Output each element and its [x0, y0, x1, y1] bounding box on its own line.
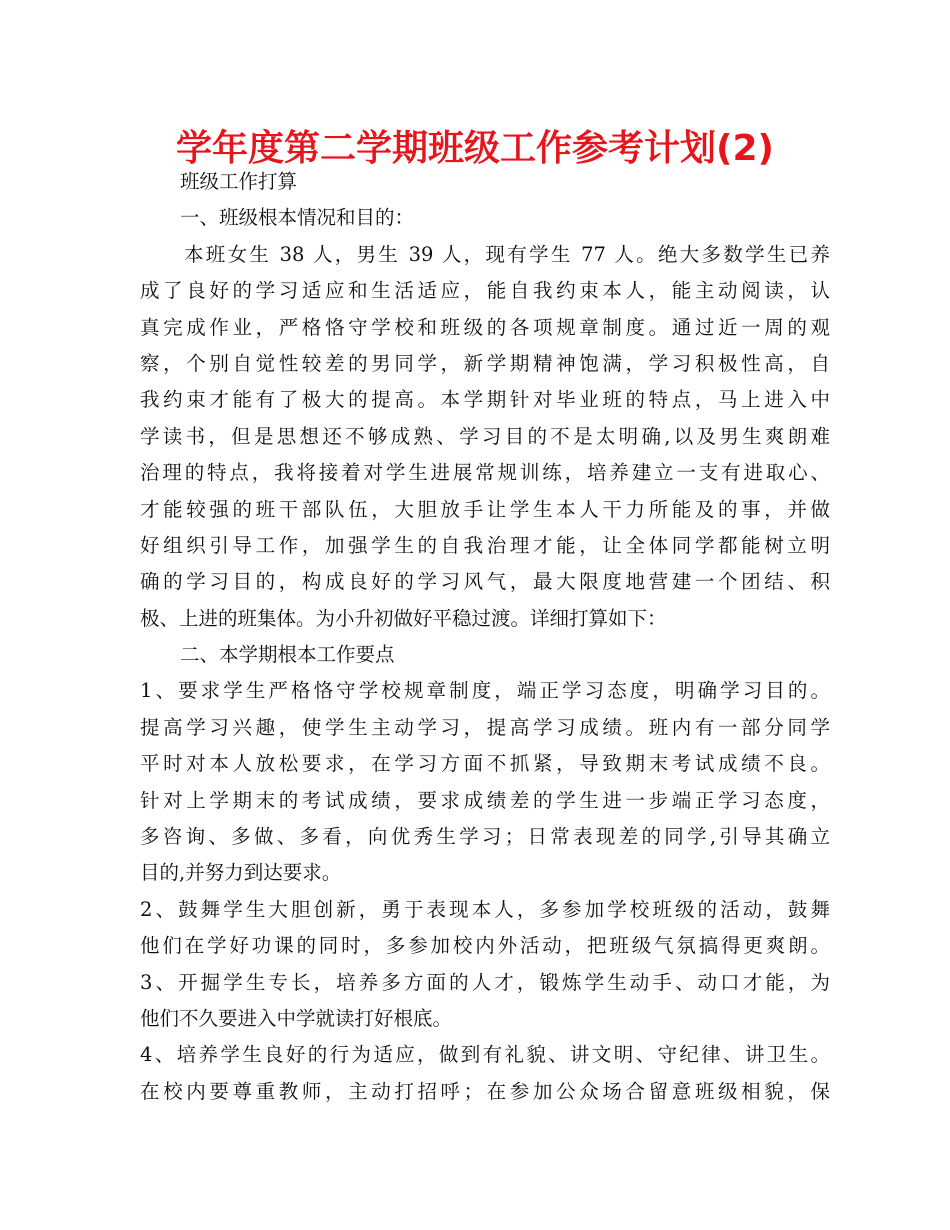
text-line: 极、上进的班集体。为小升初做好平稳过渡。详细打算如下：	[140, 606, 667, 630]
text-line: 真完成作业，严格恪守学校和班级的各项规章制度。通过近一周的观	[140, 315, 830, 339]
text-line: 2、鼓舞学生大胆创新，勇于表现本人，多参加学校班级的活动，鼓舞	[140, 897, 830, 921]
text-line: 学读书，但是思想还不够成熟、学习目的不是太明确,以及男生爽朗难	[140, 424, 830, 448]
text-line: 一、班级根本情况和目的：	[180, 206, 415, 230]
text-line: 3、开掘学生专长，培养多方面的人才，锻炼学生动手、动口才能，为	[140, 970, 830, 994]
text-line: 本班女生 38 人，男生 39 人，现有学生 77 人。绝大多数学生已养	[184, 242, 830, 266]
text-line: 好组织引导工作，加强学生的自我治理才能，让全体同学都能树立明	[140, 533, 830, 557]
text-line: 平时对本人放松要求，在学习方面不抓紧，导致期末考试成绩不良。	[140, 752, 830, 776]
text-line: 他们不久要进入中学就读打好根底。	[140, 1006, 453, 1030]
text-line: 4、培养学生良好的行为适应，做到有礼貌、讲文明、守纪律、讲卫生。	[140, 1043, 830, 1067]
text-line: 针对上学期末的考试成绩，要求成绩差的学生进一步端正学习态度，	[140, 788, 830, 812]
document-body	[140, 164, 830, 1110]
text-line: 在校内要尊重教师，主动打招呼；在参加公众场合留意班级相貌，保	[140, 1079, 830, 1103]
text-line: 多咨询、多做、多看，向优秀生学习；日常表现差的同学,引导其确立	[140, 825, 830, 849]
text-line: 目的,并努力到达要求。	[140, 861, 342, 885]
text-line: 二、本学期根本工作要点	[180, 643, 395, 667]
text-line: 察，个别自觉性较差的男同学，新学期精神饱满，学习积极性高，自	[140, 351, 830, 375]
text-line: 才能较强的班干部队伍，大胆放手让学生本人干力所能及的事，并做	[140, 497, 830, 521]
text-line: 1、要求学生严格恪守学校规章制度，端正学习态度，明确学习目的。	[140, 679, 830, 703]
document-title: 学年度第二学期班级工作参考计划(2)	[176, 128, 774, 169]
text-line: 确的学习目的，构成良好的学习风气，最大限度地营建一个团结、积	[140, 570, 830, 594]
text-line: 班级工作打算	[180, 170, 298, 193]
text-line: 我约束才能有了极大的提高。本学期针对毕业班的特点，马上进入中	[140, 388, 830, 412]
text-line: 他们在学好功课的同时，多参加校内外活动，把班级气氛搞得更爽朗。	[140, 934, 830, 958]
text-line: 治理的特点，我将接着对学生进展常规训练，培养建立一支有进取心、	[140, 461, 830, 485]
text-line: 提高学习兴趣，使学生主动学习，提高学习成绩。班内有一部分同学	[140, 715, 830, 739]
text-line: 成了良好的学习适应和生活适应，能自我约束本人，能主动阅读，认	[140, 279, 830, 303]
